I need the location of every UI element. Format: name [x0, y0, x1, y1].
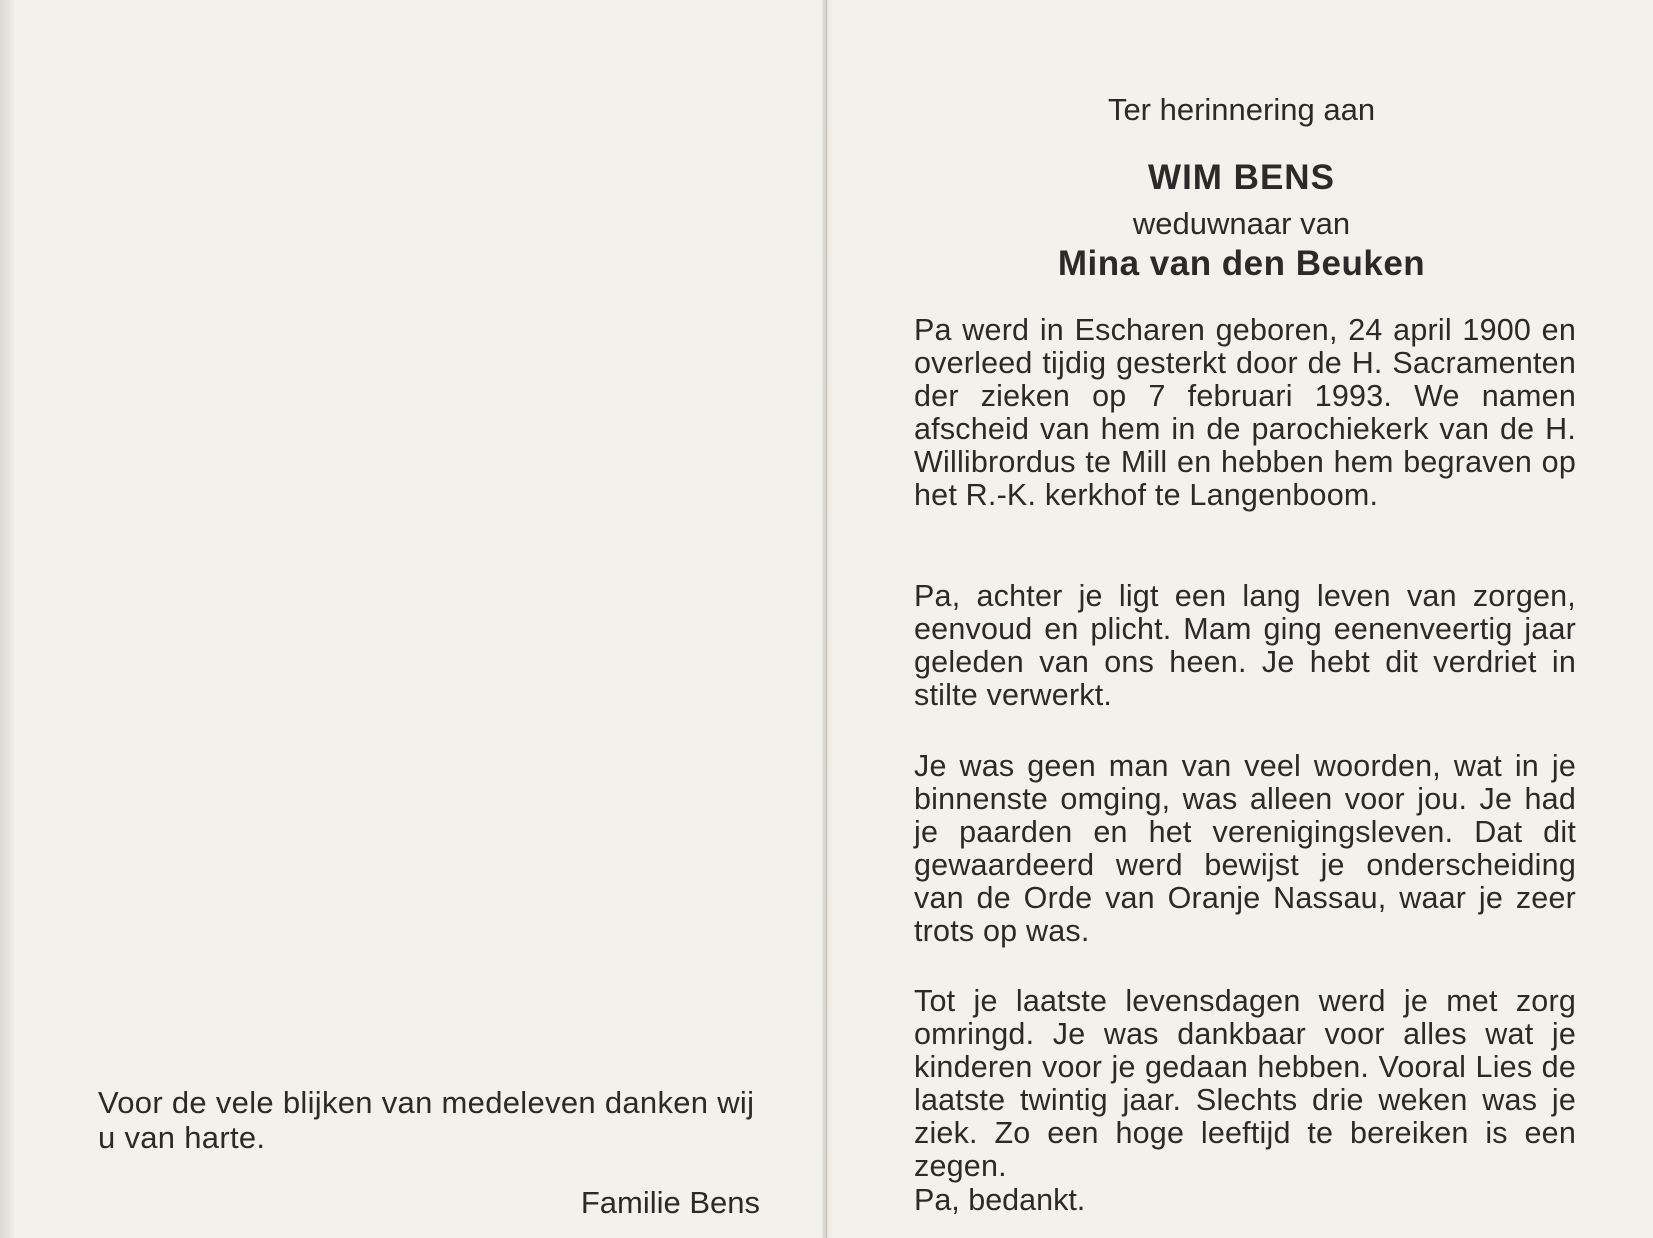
- paragraph-text: Tot je laatste levensdagen werd je met zorg omringd. Je was dankbaar voor alles wat je kinderen voor je gedaan hebben. Vooral Lies de laatste twintig jaar. Slechts drie weken was je ziek. Zo een hoge leeftijd te bereiken is een zegen.: [914, 984, 1576, 1183]
- family-signature: Familie Bens: [580, 1185, 760, 1220]
- right-panel: [830, 0, 1653, 1238]
- paragraph-biography: [914, 314, 1576, 512]
- paragraph-text: Pa werd in Escharen geboren, 24 april 1900 en overleed tijdig gesterkt door de H. Sacramenten der zieken op 7 februari 1993. We namen afscheid van hem in de parochiekerk van de H. Willibrordus te Mill en hebben hem begraven op het R.-K. kerkhof te Langenboom.: [914, 313, 1576, 512]
- paragraph-text: Je was geen man van veel woorden, wat in je binnenste omging, was alleen voor jou. Je had je paarden en het verenigingsleven. Dat dit gewaardeerd werd bewijst je onderscheiding van de Orde van Oranje Nassau, waar je zeer trots op was.: [914, 749, 1576, 948]
- spouse-name: Mina van den Beuken: [1057, 244, 1426, 283]
- intro-line: Ter herinnering aan: [1107, 92, 1376, 127]
- thanks-message: [98, 1085, 768, 1155]
- left-panel: [0, 0, 826, 1238]
- paragraph-life: [914, 580, 1576, 712]
- deceased-name: WIM BENS: [1148, 158, 1335, 197]
- paragraph-final-days: [914, 985, 1576, 1183]
- fold-line: [826, 0, 827, 1238]
- closing-line: Pa, bedankt.: [914, 1183, 1086, 1217]
- paragraph-character: [914, 750, 1576, 948]
- paragraph-text: Pa, achter je ligt een lang leven van zorgen, eenvoud en plicht. Mam ging eenenveertig jaar geleden van ons heen. Je hebt dit verdriet in stilte verwerkt.: [914, 579, 1576, 712]
- relation-line: weduwnaar van: [1132, 206, 1351, 241]
- thanks-text: Voor de vele blijken van medeleven danken wij u van harte.: [98, 1085, 755, 1155]
